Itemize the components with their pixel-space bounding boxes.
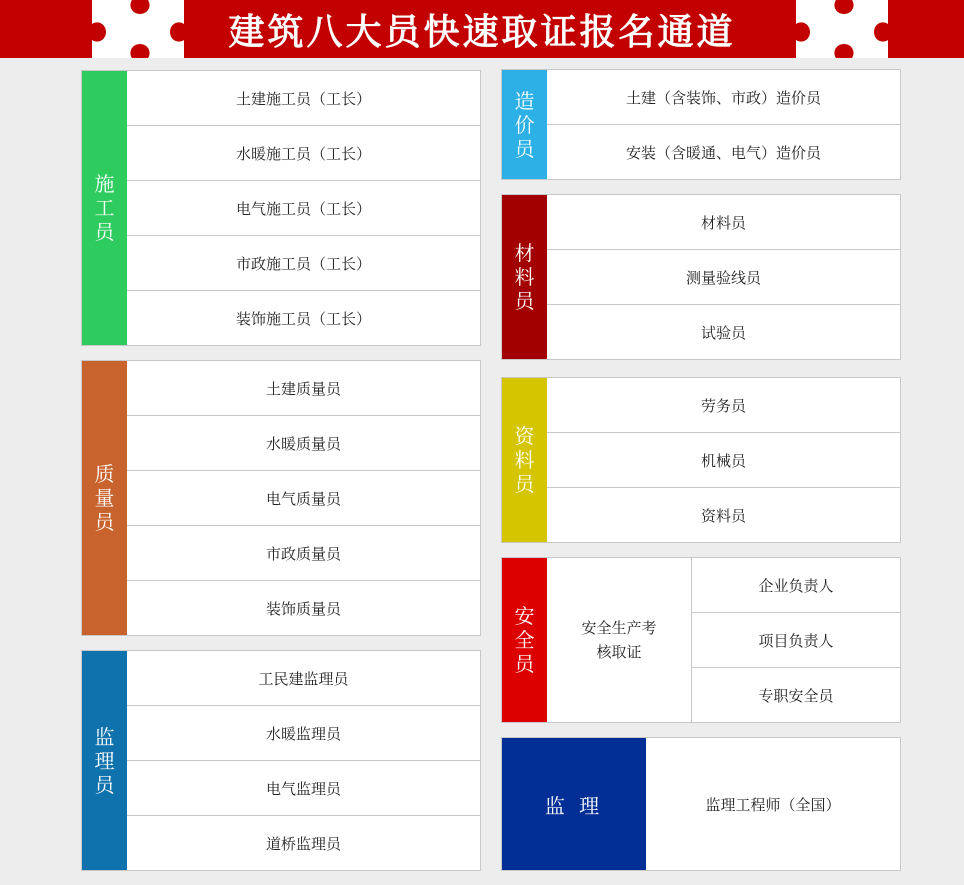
link-shiyanyuan[interactable]: 试验员 — [547, 304, 900, 359]
tab-char: 员 — [514, 652, 535, 676]
link-shizheng-zhiliangyuan[interactable]: 市政质量员 — [127, 525, 480, 580]
tab-char: 安 — [514, 604, 535, 628]
tab-char: 员 — [514, 136, 535, 161]
tab-char: 料 — [514, 265, 535, 289]
link-celiangyanxianyuan[interactable]: 测量验线员 — [547, 249, 900, 304]
tab-char: 质 — [94, 462, 115, 486]
cailiaoyuan-tab — [502, 195, 547, 359]
link-jixieyuan[interactable]: 机械员 — [547, 432, 900, 487]
zaojiayuan-tab — [502, 70, 547, 179]
link-zhuanzhi-anquanyuan[interactable]: 专职安全员 — [692, 667, 900, 722]
link-gongminjian-jianliyuan[interactable]: 工民建监理员 — [258, 669, 349, 688]
link-shizheng-shigongyuan[interactable]: 市政施工员（工长） — [127, 235, 480, 290]
tab-char: 员 — [94, 510, 115, 534]
anquanyuan-card — [501, 557, 901, 723]
tab-char: 量 — [94, 486, 115, 510]
link-shuinuan-jianliyuan[interactable]: 水暖监理员 — [127, 705, 480, 760]
zhiliangyuan-tab — [82, 361, 127, 635]
shigongyuan-tab — [82, 71, 127, 345]
anquan-kaohe-line: 安全生产考 — [581, 619, 657, 637]
link-tujian-zaojiayuan[interactable]: 土建（含装饰、市政）造价员 — [625, 88, 821, 107]
shigongyuan-card — [81, 70, 481, 346]
link-jianli-gongchengshi[interactable]: 监理工程师（全国） — [705, 795, 841, 814]
page-header — [0, 0, 964, 58]
tab-char: 员 — [94, 220, 115, 244]
link-xiangmu-fuzeren[interactable]: 项目负责人 — [692, 612, 900, 667]
tab-char: 员 — [94, 772, 115, 797]
cailiaoyuan-card — [501, 194, 901, 360]
tab-char: 施 — [94, 172, 115, 196]
jianli-gongchengshi-card — [501, 737, 901, 871]
zaojiayuan-card — [501, 69, 901, 180]
link-tujian-shigongyuan[interactable]: 土建施工员（工长） — [235, 89, 371, 108]
anquanyuan-tab — [502, 558, 547, 722]
anquan-kaohe-line: 核取证 — [596, 643, 642, 661]
link-tujian-zhiliangyuan[interactable]: 土建质量员 — [265, 379, 341, 398]
tab-char: 资 — [514, 424, 535, 448]
tab-char: 工 — [94, 196, 115, 220]
link-qiye-fuzeren[interactable]: 企业负责人 — [758, 576, 834, 595]
link-cailiaoyuan[interactable]: 材料员 — [700, 213, 746, 232]
jianliyuan-card — [81, 650, 481, 871]
tab-char: 员 — [514, 289, 535, 313]
link-zhuangshi-shigongyuan[interactable]: 装饰施工员（工长） — [127, 290, 480, 345]
tab-char: 造 — [514, 88, 535, 113]
tab-char: 理 — [94, 748, 115, 773]
link-laowuyuan[interactable]: 劳务员 — [700, 396, 746, 415]
link-dianqi-shigongyuan[interactable]: 电气施工员（工长） — [127, 180, 480, 235]
link-daoqiao-jianliyuan[interactable]: 道桥监理员 — [127, 815, 480, 870]
link-dianqi-zhiliangyuan[interactable]: 电气质量员 — [127, 470, 480, 525]
tab-char: 料 — [514, 448, 535, 472]
tab-char: 价 — [514, 112, 535, 137]
jianli-tab: 监 理 — [502, 738, 646, 870]
link-shuinuan-zhiliangyuan[interactable]: 水暖质量员 — [127, 415, 480, 470]
link-dianqi-jianliyuan[interactable]: 电气监理员 — [127, 760, 480, 815]
puzzle-piece-left-icon — [92, 0, 184, 58]
puzzle-piece-right-icon — [796, 0, 888, 58]
tab-char: 材 — [514, 241, 535, 265]
link-zhuangshi-zhiliangyuan[interactable]: 装饰质量员 — [127, 580, 480, 635]
ziliaoyuan-card — [501, 377, 901, 543]
ziliaoyuan-tab — [502, 378, 547, 542]
anquan-kaohe-label — [547, 558, 692, 722]
tab-char: 员 — [514, 472, 535, 496]
link-ziliaoyuan[interactable]: 资料员 — [547, 487, 900, 542]
tab-char: 全 — [514, 628, 535, 652]
zhiliangyuan-card — [81, 360, 481, 636]
jianliyuan-tab — [82, 651, 127, 870]
link-anzhuang-zaojiayuan[interactable]: 安装（含暖通、电气）造价员 — [547, 124, 900, 179]
tab-char: 监 — [94, 724, 115, 749]
page-title: 建筑八大员快速取证报名通道 — [228, 11, 736, 53]
link-shuinuan-shigongyuan[interactable]: 水暖施工员（工长） — [127, 125, 480, 180]
